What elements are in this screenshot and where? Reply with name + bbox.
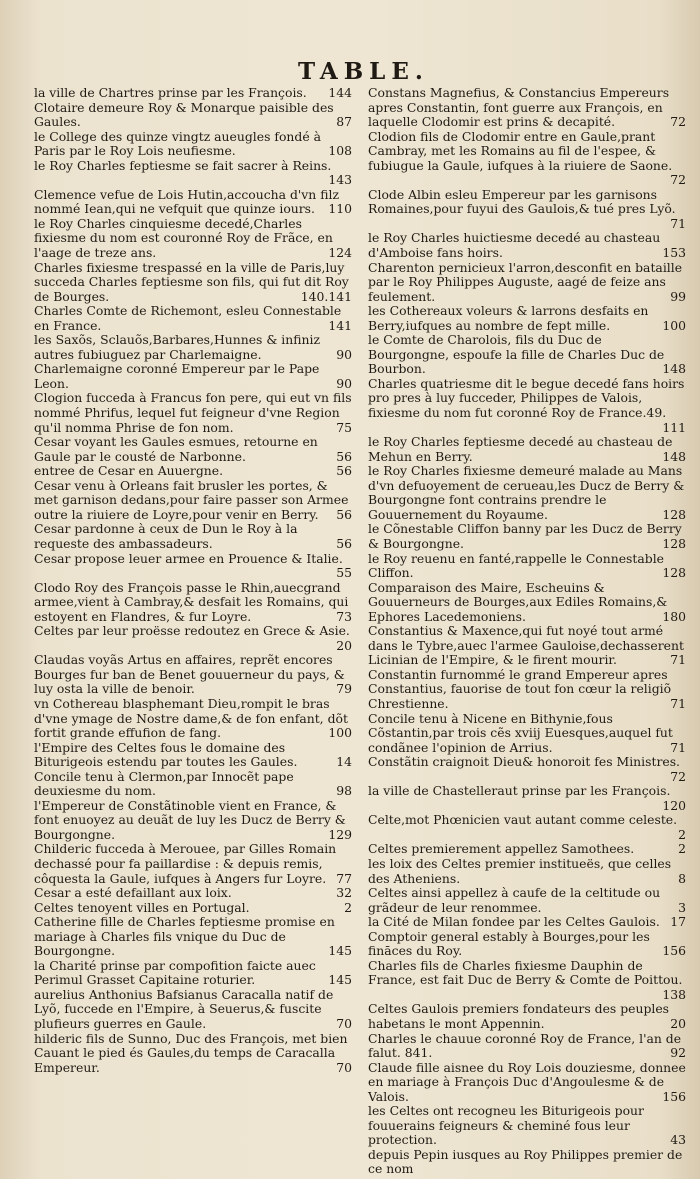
entry-text: le Roy Charles feptiesme decedé au chasteau de Mehun en Berry. (368, 434, 673, 464)
entry-text: Clodion fils de Clodomir entre en Gaule,prant Cambray, met les Romains au fil de l'espee, & fubiugue la Gaule, iufques à la riuiere de Saone. (368, 128, 673, 173)
index-entry (34, 188, 352, 217)
entry-page-number: 32 (336, 885, 352, 901)
entry-text: Charles fils de Charles fixiesme Dauphin de France, est fait Duc de Berry & Comte de Poittou. (368, 957, 683, 988)
entry-page-number: 87 (336, 114, 352, 130)
index-entry (34, 101, 352, 130)
entry-text: Claude fille aisnee du Roy Lois douziesme, donnee en mariage à François Duc d'Angoulesme & de Valois. (368, 1059, 686, 1104)
entry-text: le Roy Charles huictiesme decedé au chasteau d'Amboise fans hoirs. (368, 230, 661, 261)
entry-text: Celtes ainsi appellez à caufe de la celtitude ou grãdeur de leur renommee. (368, 885, 661, 915)
entry-page-number: 8 (678, 870, 686, 886)
entry-page-number: 71 (670, 652, 686, 668)
entry-text: Catherine fille de Charles feptiesme promise en mariage à Charles fils vnique du Duc de Bourgongne. (34, 914, 335, 959)
entry-page-number: 138 (662, 986, 686, 1002)
index-entry (368, 377, 686, 435)
entry-text: la Charité prinse par compofition faicte auec Perimul Grasset Capitaine roturier. (34, 957, 316, 988)
entry-page-number: 141 (328, 317, 352, 333)
entry-text: Clogion fucceda à Francus fon pere, qui eut vn fils nommé Phrifus, lequel fut feigneur d'vne Region qu'il nomma Phrise de fon nom. (34, 390, 352, 435)
entry-page-number: 3 (678, 899, 686, 915)
index-entry (368, 130, 686, 188)
entry-page-number: 71 (670, 739, 686, 755)
entry-text: Charles le chauue coronné Roy de France, l'an de falut. 841. (368, 1030, 682, 1061)
index-entry (368, 522, 686, 551)
entry-text: entree de Cesar en Auuergne. (34, 463, 224, 479)
index-entry (34, 130, 352, 159)
entry-text: Clemence vefue de Lois Hutin,accoucha d'vn filz nommé Iean,qui ne vefquit que quinze iours. (34, 186, 339, 217)
entry-text: le Roy reuenu en fanté,rappelle le Connestable Cliffon. (368, 550, 665, 581)
index-entry (368, 1061, 686, 1105)
index-entry (34, 333, 352, 362)
entry-page-number: 71 (670, 695, 686, 711)
entry-page-number: 17 (670, 914, 686, 930)
index-entry (34, 770, 352, 799)
entry-text: Cesar voyant les Gaules esmues, retourne en Gaule par le cousté de Narbonne. (34, 434, 318, 464)
entry-text: Constans Magnefius, & Constancius Empereurs apres Constantin, font guerre aux François, en laquelle Clodomir est prins & decapité. (368, 85, 670, 130)
entry-text: le Roy Charles feptiesme se fait sacrer à Reins. (34, 157, 332, 173)
entry-page-number: 70 (336, 1016, 352, 1031)
entry-page-number: 108 (328, 143, 352, 159)
entry-page-number: 56 (336, 448, 352, 464)
index-entry (368, 581, 686, 625)
entry-text: Claudas voyãs Artus en affaires, reprẽt encores Bourges fur ban de Benet gouuerneur du pays, & luy osta la ville de benoir. (34, 652, 345, 697)
entry-page-number: 56 (336, 535, 352, 551)
entry-text: Constãtin craignoit Dieu& honoroit fes Ministres. (368, 754, 680, 770)
entry-text: Cesar propose leuer armee en Prouence & Italie. (34, 550, 343, 566)
index-entry (34, 261, 352, 305)
entry-page-number: 72 (670, 114, 686, 130)
entry-text: hilderic fils de Sunno, Duc des François, met bien Cauant le pied és Gaules,du temps de Caracalla Empereur. (34, 1030, 348, 1075)
entry-text: Cesar venu à Orleans fait brusler les portes, & met garnison dedans,pour faire passer son Armee outre la riuiere de Loyre,pour venir en Berry. (34, 477, 349, 522)
entry-text: le Cõnestable Cliffon banny par les Ducz de Berry & Bourgongne. (368, 521, 682, 551)
entry-text: l'Empereur de Constãtinoble vient en France, & font enuoyez au deuãt de luy les Ducz de Berry & Bourgongne. (34, 797, 346, 842)
entry-page-number: 2 (344, 899, 352, 915)
entry-page-number: 77 (336, 870, 352, 886)
index-entry (34, 741, 352, 770)
index-entry (34, 522, 352, 551)
entry-text: l'Empire des Celtes fous le domaine des Biturigeois estendu par toutes les Gaules. (34, 739, 298, 770)
entry-text: le Roy Charles cinquiesme decedé,Charles fixiesme du nom est couronné Roy de Frãce, en l'aage de treze ans. (34, 215, 333, 261)
index-entry (34, 552, 352, 581)
entry-text: Cesar a esté defaillant aux loix. (34, 885, 232, 901)
entry-page-number: 145 (328, 972, 352, 988)
index-entry (34, 697, 352, 741)
entry-page-number: 156 (662, 1088, 686, 1104)
entry-page-number: 56 (336, 463, 352, 479)
entry-text: les Celtes ont recogneu les Biturigeois pour fouuerains feigneurs & cheminé fous leur protection. (368, 1103, 644, 1148)
index-entry (34, 581, 352, 625)
index-entry (368, 1104, 686, 1148)
entry-page-number: 145 (328, 943, 352, 959)
entry-page-number: 92 (670, 1045, 686, 1061)
index-entry (34, 217, 352, 261)
index-entry (368, 304, 686, 333)
entry-text: Clotaire demeure Roy & Monarque paisible des Gaules. (34, 99, 334, 130)
index-entry (368, 624, 686, 668)
entry-page-number: 128 (662, 535, 686, 551)
index-entry (368, 930, 686, 959)
entry-page-number: 111 (662, 419, 686, 435)
index-entry (34, 479, 352, 523)
index-entry (368, 86, 686, 130)
entry-text: Celtes tenoyent villes en Portugal. (34, 899, 250, 915)
entry-page-number: 56 (336, 506, 352, 522)
index-entry (368, 668, 686, 712)
entry-text: le Comte de Charolois, fils du Duc de Bourgongne, espoufe la fille de Charles Duc de Bourbon. (368, 332, 665, 377)
index-entry (34, 159, 352, 188)
page-header (0, 54, 700, 88)
page-title: TABLE. (298, 58, 429, 85)
index-entry (34, 1032, 352, 1076)
index-entry (368, 915, 686, 930)
entry-page-number: 110 (328, 201, 352, 217)
entry-text: Celte,mot Phœnicien vaut autant comme celeste. (368, 812, 678, 828)
index-entry (368, 1002, 686, 1031)
index-entry (34, 653, 352, 697)
entry-text: Charenton pernicieux l'arron,desconfit en bataille par le Roy Philippes Auguste, aagé de feize ans feulement. (368, 259, 683, 304)
index-entry (368, 1032, 686, 1061)
entry-text: le Roy Charles fixiesme demeuré malade au Mans d'vn defuoyement de cerueau,les Ducz de Berry & Bourgongne font contrains prendre le Gouuernement du Royaume. (368, 463, 685, 522)
entry-page-number: 98 (336, 783, 352, 799)
index-entry (368, 784, 686, 813)
entry-page-number: 72 (670, 172, 686, 188)
entry-text: Celtes Gaulois premiers fondateurs des peuples habetans le mont Appennin. (368, 1001, 670, 1031)
right-column (368, 86, 686, 1177)
entry-text: Clodo Roy des François passe le Rhin,auecgrand armee,vient à Cambray,& desfait les Romains, qui estoyent en Flandres, & fur Loyre. (34, 579, 349, 624)
index-entry (368, 712, 686, 756)
entry-page-number: 156 (662, 943, 686, 959)
index-entry (34, 842, 352, 886)
entry-text: Concile tenu à Nicene en Bithynie,fous Cõstantin,par trois cẽs xviij Euesques,auquel fut condãnee l'opinion de Arrius. (368, 710, 673, 755)
index-entry (368, 842, 686, 857)
entry-page-number: 144 (328, 85, 352, 100)
entry-text: Constantin furnommé le grand Empereur apres Constantius, fauorise de tout fon cœur la religiõ Chrestienne. (368, 666, 672, 711)
entry-page-number: 128 (662, 506, 686, 522)
index-entry (368, 231, 686, 260)
index-entry (34, 886, 352, 901)
entry-page-number: 100 (662, 317, 686, 333)
index-entry (368, 857, 686, 886)
index-entry (34, 799, 352, 843)
index-entry (368, 464, 686, 522)
entry-text: Charles Comte de Richemont, esleu Connestable en France. (34, 303, 342, 333)
entry-page-number: 128 (662, 565, 686, 581)
index-entry (368, 552, 686, 581)
entry-text: Constantius & Maxence,qui fut noyé tout armé dans le Tybre,auec l'armee Gauloise,dechasserent Licinian de l'Empire, & le firent mourir. (368, 623, 684, 668)
entry-page-number: 148 (662, 448, 686, 464)
entry-text: Charles quatriesme dit le begue decedé fans hoirs pro pres à luy fucceder, Philippes de Valois, fixiesme du nom fut coronné Roy de France.49. (368, 375, 685, 421)
index-entry (34, 624, 352, 653)
entry-text: Charles fixiesme trespassé en la ville de Paris,luy succeda Charles feptiesme son fils, qui fut dit Roy de Bourges. (34, 259, 349, 304)
index-entry (34, 901, 352, 916)
index-entry (34, 915, 352, 959)
index-entry (368, 435, 686, 464)
entry-page-number: 120 (662, 797, 686, 813)
entry-text: le College des quinze vingtz aueugles fondé à Paris par le Roy Lois neufiesme. (34, 128, 321, 159)
entry-page-number: 180 (662, 608, 686, 624)
entry-page-number: 153 (662, 245, 686, 261)
entry-text: Concile tenu à Clermon,par Innocẽt pape deuxiesme du nom. (34, 768, 294, 799)
entry-page-number: 90 (336, 375, 352, 391)
index-entry (368, 959, 686, 1003)
index-entry (34, 988, 352, 1032)
entry-page-number: 124 (328, 245, 352, 261)
index-entry (368, 755, 686, 784)
entry-page-number: 20 (336, 637, 352, 653)
entry-page-number: 140.141 (300, 288, 352, 304)
entry-text: Clode Albin esleu Empereur par les garnisons Romaines,pour fuyui des Gaulois,& tué pres Lyõ. (368, 186, 676, 217)
index-entry (34, 464, 352, 479)
entry-text: les loix des Celtes premier institueës, que celles des Atheniens. (368, 855, 672, 886)
left-column (34, 86, 352, 1075)
entry-page-number: 14 (336, 754, 352, 770)
index-entry (34, 304, 352, 333)
entry-text: Celtes par leur proësse redoutez en Grece & Asie. (34, 623, 350, 639)
entry-page-number: 90 (336, 346, 352, 362)
entry-page-number: 2 (678, 826, 686, 842)
index-entry (368, 813, 686, 842)
entry-text: aurelius Anthonius Bafsianus Caracalla natif de Lyõ, fuccede en l'Empire, à Seuerus,& fuscite plufieurs guerres en Gaule. (34, 986, 334, 1031)
index-entry (368, 333, 686, 377)
index-entry (368, 261, 686, 305)
entry-page-number: 99 (670, 288, 686, 304)
entry-page-number: 55 (336, 565, 352, 581)
entry-text: la Cité de Milan fondee par les Celtes Gaulois. (368, 914, 660, 930)
entry-page-number: 71 (670, 215, 686, 231)
entry-text: la ville de Chartres prinse par les François. (34, 85, 307, 100)
entry-page-number: 100 (328, 725, 352, 741)
entry-page-number: 73 (336, 608, 352, 624)
entry-page-number: 148 (662, 361, 686, 377)
entry-page-number: 75 (336, 419, 352, 435)
entry-page-number: 20 (670, 1016, 686, 1031)
entry-text: Charlemaigne coronné Empereur par le Pape Leon. (34, 361, 320, 391)
entry-text: Comparaison des Maire, Escheuins & Gouuerneurs de Bourges,aux Ediles Romains,& Ephores Lacedemoniens. (368, 579, 668, 624)
index-entry (34, 86, 352, 101)
entry-text: Cesar pardonne à ceux de Dun le Roy à la requeste des ambassadeurs. (34, 521, 298, 551)
entry-text: la ville de Chastelleraut prinse par les François. (368, 783, 671, 799)
entry-page-number: 79 (336, 681, 352, 697)
index-entry (34, 391, 352, 435)
index-entry (34, 959, 352, 988)
entry-text: Comptoir general estably à Bourges,pour les fināces du Roy. (368, 928, 650, 959)
entry-text: vn Cothereau blasphemant Dieu,rompit le bras d'vne ymage de Nostre dame,& de fon enfant, dõt fortit grande effufion de fang. (34, 695, 348, 741)
index-entry (368, 188, 686, 232)
index-entry (34, 362, 352, 391)
entry-page-number: 129 (328, 826, 352, 842)
entry-text: Celtes premierement appellez Samothees. (368, 841, 635, 857)
entry-text: depuis Pepin iusques au Roy Philippes premier de ce nom (368, 1146, 683, 1177)
index-entry (368, 886, 686, 915)
index-entry (34, 435, 352, 464)
entry-page-number: 143 (328, 172, 352, 188)
index-entry (368, 1148, 686, 1177)
entry-text: les Cothereaux voleurs & larrons desfaits en Berry,iufques au nombre de fept mille. (368, 303, 649, 333)
entry-page-number: 43 (670, 1132, 686, 1148)
entry-text: Childeric fucceda à Merouee, par Gilles Romain dechassé pour fa paillardise : & depuis remis, côquesta la Gaule, iufques à Angers fur Loyre. (34, 841, 337, 886)
entry-page-number: 2 (678, 841, 686, 857)
entry-page-number: 70 (336, 1059, 352, 1075)
entry-page-number: 72 (670, 768, 686, 784)
entry-text: les Saxõs, Sclauõs,Barbares,Hunnes & infiniz autres fubiuguez par Charlemaigne. (34, 332, 320, 362)
